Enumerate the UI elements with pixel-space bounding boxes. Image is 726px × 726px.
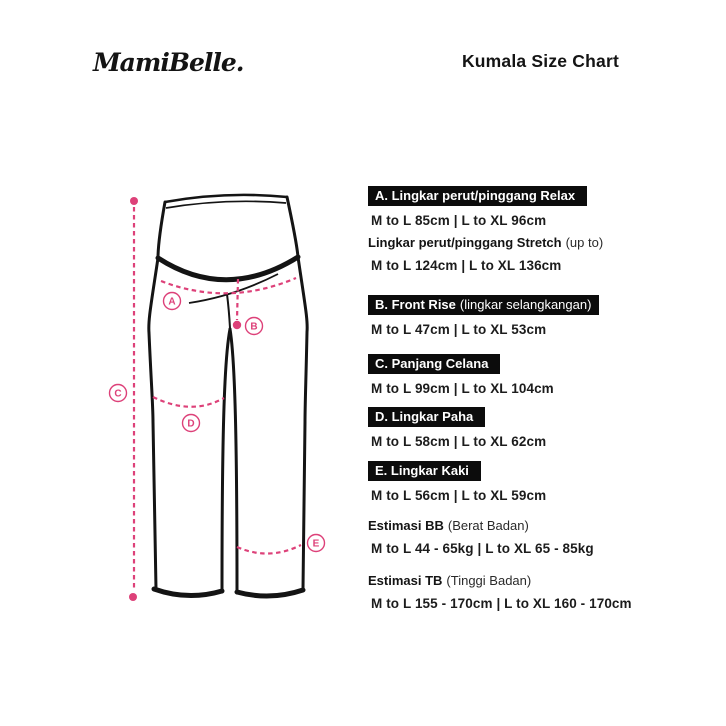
brand-logo: MamiBelle. xyxy=(93,48,244,77)
section-lingkar-paha xyxy=(368,407,546,449)
measure-dot-b xyxy=(233,321,241,329)
marker-letter-b: B xyxy=(250,321,258,333)
section-estimasi-tb xyxy=(368,572,632,611)
section-lingkar-kaki xyxy=(368,461,546,503)
pants-outline-icon xyxy=(149,195,307,596)
section-header: C. Panjang Celana xyxy=(368,354,500,374)
measurement-markers xyxy=(110,293,325,552)
marker-letter-a: A xyxy=(168,296,176,308)
section-header: E. Lingkar Kaki xyxy=(368,461,481,481)
section-header: B. Front Rise (lingkar selangkangan) xyxy=(368,295,599,315)
pants-measurement-diagram xyxy=(100,180,340,620)
section-lingkar-perut-stretch xyxy=(368,234,603,273)
section-estimasi-bb xyxy=(368,517,594,556)
section-header: D. Lingkar Paha xyxy=(368,407,485,427)
marker-letter-c: C xyxy=(114,388,122,400)
section-header: Estimasi BB (Berat Badan) xyxy=(368,518,529,533)
measure-line-e xyxy=(237,545,301,554)
section-value: M to L 99cm | L to XL 104cm xyxy=(371,381,554,396)
section-value: M to L 56cm | L to XL 59cm xyxy=(371,488,547,503)
marker-letter-e: E xyxy=(312,538,320,550)
section-panjang-celana xyxy=(368,354,554,396)
section-value: M to L 155 - 170cm | L to XL 160 - 170cm xyxy=(371,596,632,611)
section-header: A. Lingkar perut/pinggang Relax xyxy=(368,186,587,206)
section-header: Lingkar perut/pinggang Stretch (up to) xyxy=(368,235,604,250)
page-title: Kumala Size Chart xyxy=(461,51,619,71)
section-header: Estimasi TB (Tinggi Badan) xyxy=(368,573,532,588)
measure-line-b xyxy=(237,279,238,320)
measure-dot-c-bottom xyxy=(129,593,137,601)
section-value: M to L 44 - 65kg | L to XL 65 - 85kg xyxy=(371,541,594,556)
section-value: M to L 58cm | L to XL 62cm xyxy=(371,434,547,449)
section-value: M to L 85cm | L to XL 96cm xyxy=(371,213,547,228)
pants-line-drawing xyxy=(100,180,340,620)
measure-dot-c-top xyxy=(130,197,138,205)
section-front-rise xyxy=(368,295,599,337)
section-value: M to L 124cm | L to XL 136cm xyxy=(371,258,562,273)
section-lingkar-perut-relax xyxy=(368,186,587,228)
marker-letter-d: D xyxy=(187,418,195,430)
measure-line-d xyxy=(153,397,224,407)
section-value: M to L 47cm | L to XL 53cm xyxy=(371,322,547,337)
